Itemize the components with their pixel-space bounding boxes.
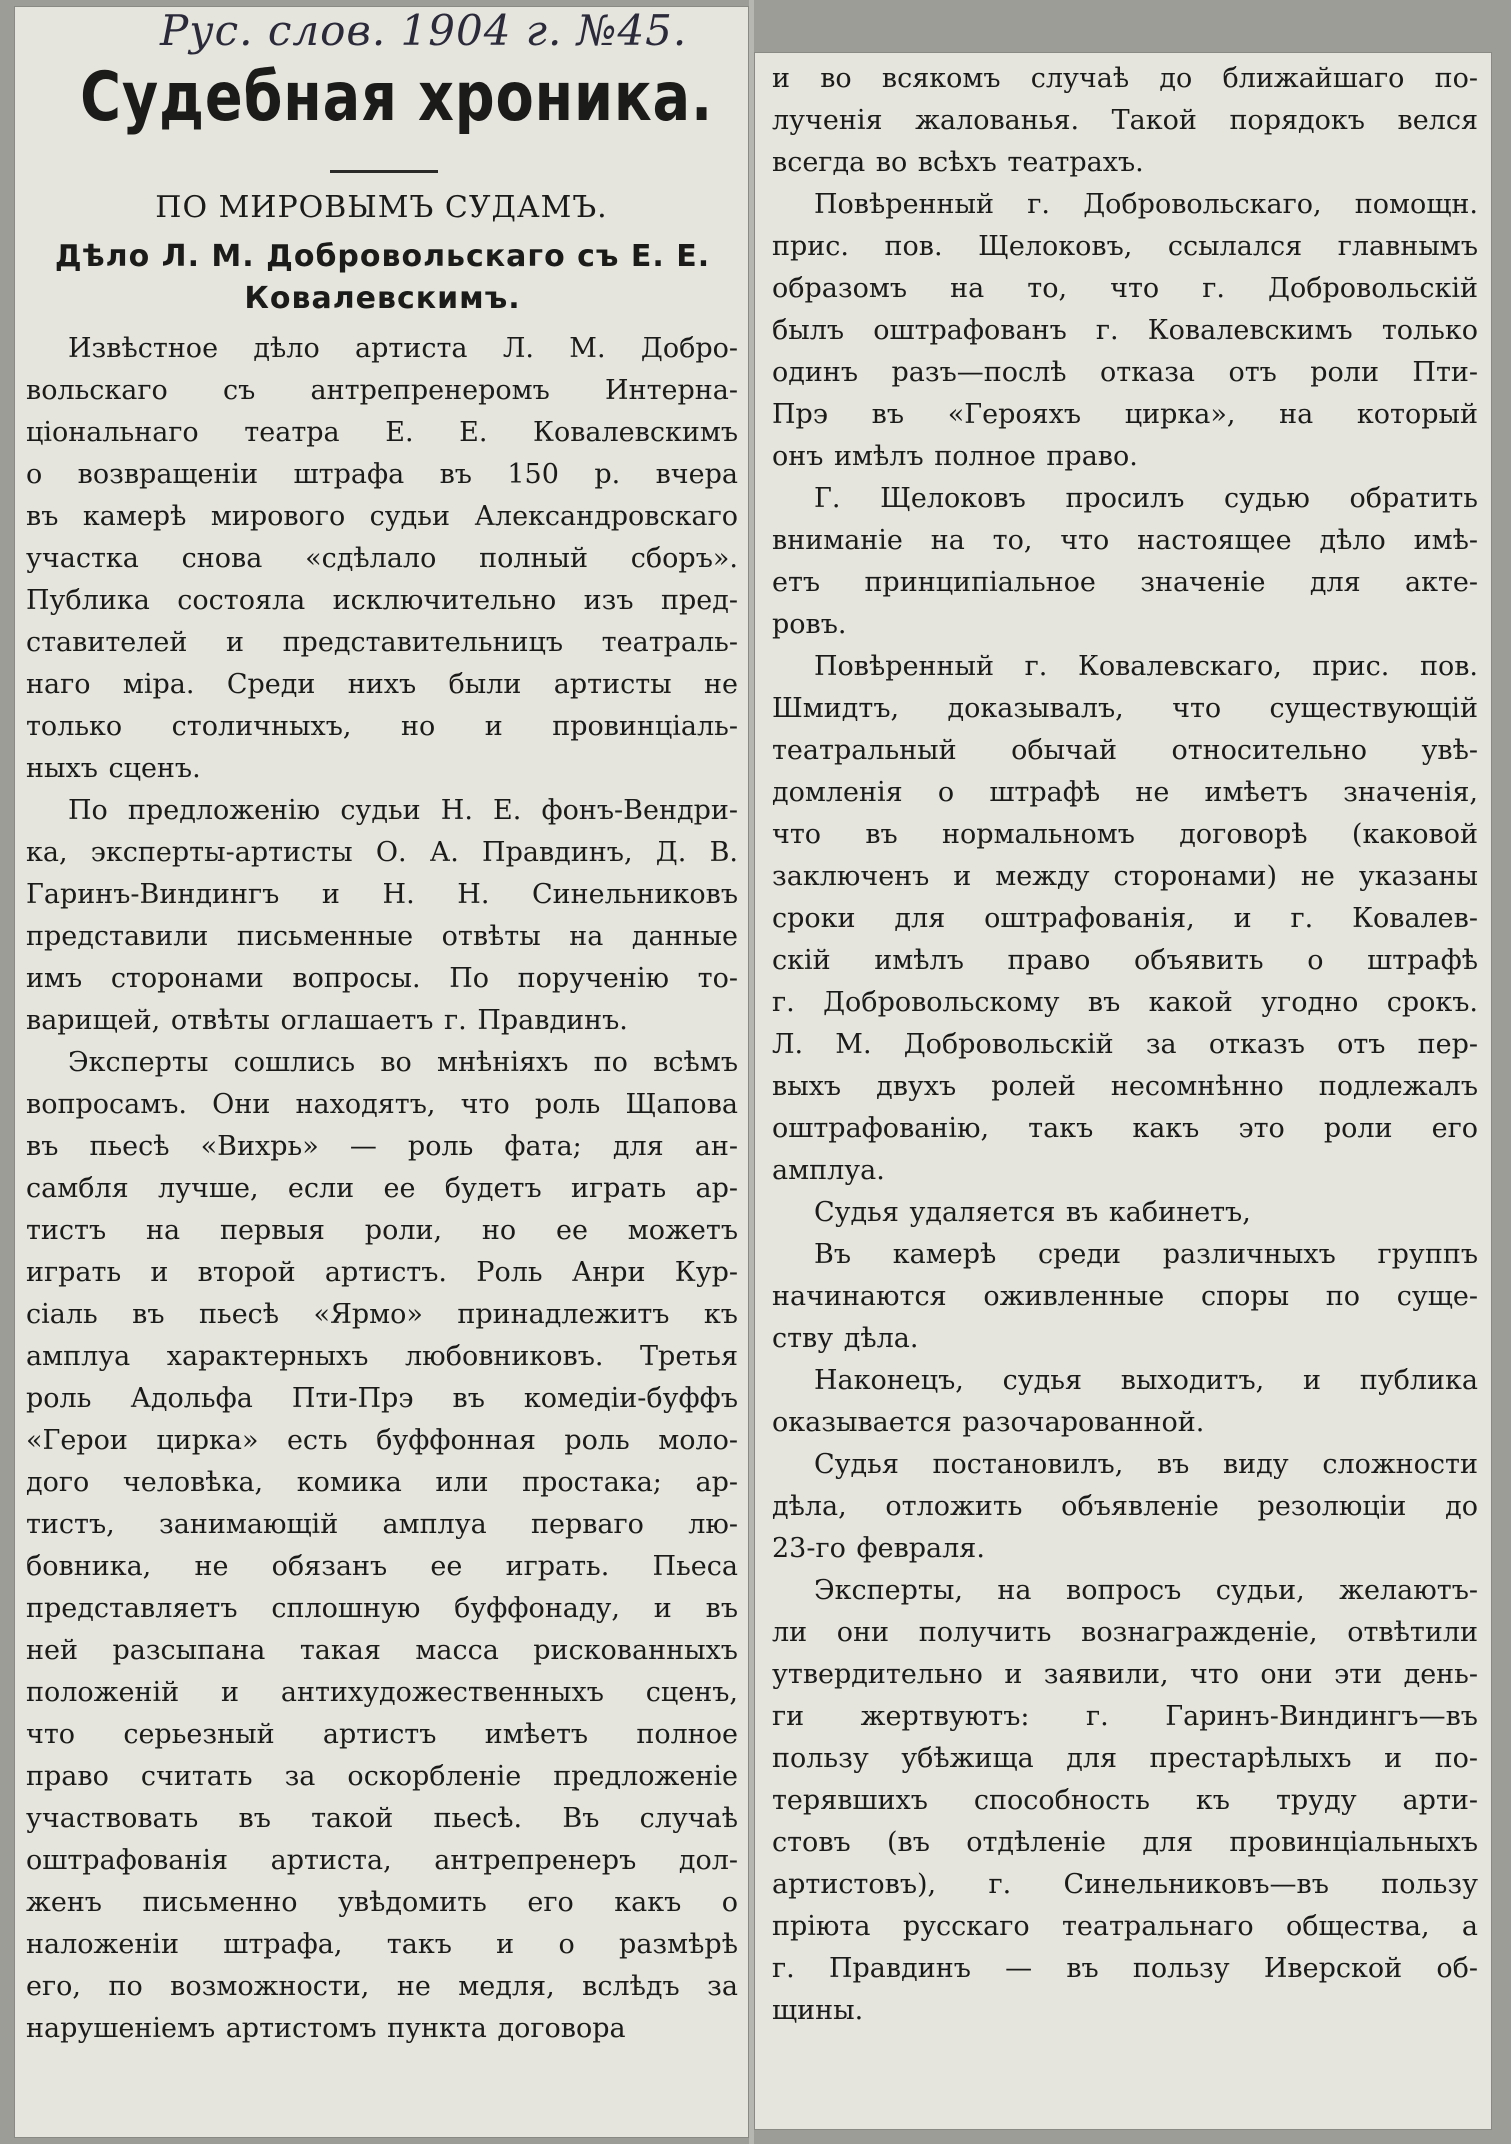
text-line: сроки для оштрафованія, и г. Ковалев-	[772, 903, 1478, 934]
text-line: Л. М. Добровольскій за отказъ отъ пер-	[772, 1029, 1478, 1060]
text-line: стовъ (въ отдѣленіе для провинціальныхъ	[772, 1827, 1478, 1858]
text-line: бовника, не обязанъ ее играть. Пьеса	[26, 1551, 738, 1582]
text-line: «Герои цирка» есть буффонная роль моло-	[26, 1425, 738, 1456]
text-line: онъ имѣлъ полное право.	[772, 441, 1138, 472]
article-paragraph	[772, 1444, 1478, 1570]
text-line: что серьезный артистъ имѣетъ полное	[26, 1719, 738, 1750]
article-paragraph	[772, 1360, 1478, 1444]
text-line: домленія о штрафѣ не имѣетъ значенія,	[772, 777, 1478, 808]
text-line: вольскаго съ антрепренеромъ Интерна-	[26, 375, 738, 406]
text-line: тистъ, занимающій амплуа перваго лю-	[26, 1509, 738, 1540]
text-line: выхъ двухъ ролей несомнѣнно подлежалъ	[772, 1071, 1478, 1102]
text-line: сіаль въ пьесѣ «Ярмо» принадлежитъ къ	[26, 1299, 738, 1330]
text-line: Гаринъ-Виндингъ и Н. Н. Синельниковъ	[26, 879, 738, 910]
text-line: нарушеніемъ артистомъ пункта договора	[26, 2013, 626, 2044]
text-line: варищей, отвѣты оглашаетъ г. Правдинъ.	[26, 1005, 628, 1036]
text-line: право считать за оскорбленіе предложеніе	[26, 1761, 738, 1792]
text-line: оштрафованія артиста, антрепренеръ дол-	[26, 1845, 738, 1876]
text-line: Эксперты сошлись во мнѣніяхъ по всѣмъ	[68, 1047, 738, 1078]
text-line: Эксперты, на вопросъ судьи, желаютъ-	[814, 1575, 1478, 1606]
text-line: представляетъ сплошную буффонаду, и въ	[26, 1593, 738, 1624]
text-line: щины.	[772, 1995, 864, 2026]
text-line: оказывается разочарованной.	[772, 1407, 1205, 1438]
article-paragraph	[772, 1570, 1478, 2032]
page-headline: Судебная хроника.	[80, 58, 713, 137]
text-line: театральный обычай относительно увѣ-	[772, 735, 1478, 766]
text-line: имъ сторонами вопросы. По порученію то-	[26, 963, 738, 994]
text-line: начинаются оживленные споры по суще-	[772, 1281, 1478, 1312]
text-line: утвердительно и заявили, что они эти день-	[772, 1659, 1478, 1690]
text-line: ка, эксперты-артисты О. А. Правдинъ, Д. В.	[26, 837, 738, 868]
text-line: амплуа.	[772, 1155, 885, 1186]
text-line: Судья постановилъ, въ виду сложности	[814, 1449, 1478, 1480]
text-line: пріюта русскаго театральнаго общества, а	[772, 1911, 1478, 1942]
text-line: представили письменные отвѣты на данные	[26, 921, 738, 952]
text-line: Извѣстное дѣло артиста Л. М. Добро-	[68, 333, 738, 364]
text-line: самбля лучше, если ее будетъ играть ар-	[26, 1173, 738, 1204]
text-line: былъ оштрафованъ г. Ковалевскимъ только	[772, 315, 1478, 346]
text-line: тистъ на первыя роли, но ее можетъ	[26, 1215, 738, 1246]
text-line: ли они получить вознагражденіе, отвѣтили	[772, 1617, 1478, 1648]
article-paragraph	[772, 646, 1478, 1192]
text-line: Въ камерѣ среди различныхъ группъ	[814, 1239, 1478, 1270]
text-line: участка снова «сдѣлало полный сборъ».	[26, 543, 738, 574]
text-line: Повѣренный г. Ковалевскаго, прис. пов.	[814, 651, 1478, 682]
text-line: играть и второй артистъ. Роль Анри Кур-	[26, 1257, 738, 1288]
headline-rule	[330, 170, 438, 173]
article-left-column	[26, 328, 738, 2050]
text-line: и во всякомъ случаѣ до ближайшаго по-	[772, 63, 1478, 94]
text-line: оштрафованію, такъ какъ это роли его	[772, 1113, 1478, 1144]
handwritten-note: Рус. слов. 1904 г. №45.	[160, 6, 688, 55]
text-line: г. Правдинъ — въ пользу Иверской об-	[772, 1953, 1478, 1984]
article-paragraph	[26, 790, 738, 1042]
text-line: ціональнаго театра Е. Е. Ковалевскимъ	[26, 417, 738, 448]
text-line: Публика состояла исключительно изъ пред-	[26, 585, 738, 616]
article-paragraph	[26, 328, 738, 790]
text-line: что въ нормальномъ договорѣ (каковой	[772, 819, 1478, 850]
text-line: дого человѣка, комика или простака; ар-	[26, 1467, 738, 1498]
text-line: наго міра. Среди нихъ были артисты не	[26, 669, 738, 700]
text-line: его, по возможности, не медля, вслѣдъ за	[26, 1971, 738, 2002]
text-line: скій имѣлъ право объявить о штрафѣ	[772, 945, 1478, 976]
text-line: дѣла, отложить объявленіе резолюціи до	[772, 1491, 1478, 1522]
text-line: ровъ.	[772, 609, 847, 640]
text-line: терявшихъ способность къ труду арти-	[772, 1785, 1478, 1816]
article-right-column	[772, 58, 1478, 2032]
text-line: пользу убѣжища для престарѣлыхъ и по-	[772, 1743, 1478, 1774]
article-paragraph	[772, 184, 1478, 478]
text-line: вопросамъ. Они находятъ, что роль Щапова	[26, 1089, 738, 1120]
text-line: только столичныхъ, но и провинціаль-	[26, 711, 738, 742]
text-line: Шмидтъ, доказывалъ, что существующій	[772, 693, 1478, 724]
text-line: всегда во всѣхъ театрахъ.	[772, 147, 1144, 178]
text-line: Наконецъ, судья выходитъ, и публика	[814, 1365, 1478, 1396]
article-paragraph	[26, 1042, 738, 2050]
text-line: 23-го февраля.	[772, 1533, 985, 1564]
text-line: лученія жалованья. Такой порядокъ велся	[772, 105, 1478, 136]
section-subhead: ПО МИРОВЫМЪ СУДАМЪ.	[155, 190, 608, 225]
text-line: Судья удаляется въ кабинетъ,	[814, 1197, 1251, 1228]
text-line: одинъ разъ—послѣ отказа отъ роли Пти-	[772, 357, 1478, 388]
text-line: артистовъ), г. Синельниковъ—въ пользу	[772, 1869, 1478, 1900]
case-title: Дѣло Л. М. Добровольскаго съ Е. Е. Ковалевскимъ.	[54, 239, 711, 316]
text-line: Г. Щелоковъ просилъ судью обратить	[814, 483, 1478, 514]
text-line: образомъ на то, что г. Добровольскій	[772, 273, 1478, 304]
text-line: ставителей и представительницъ театраль-	[26, 627, 738, 658]
text-line: г. Добровольскому въ какой угодно срокъ.	[772, 987, 1478, 1018]
text-line: ныхъ сценъ.	[26, 753, 201, 784]
article-paragraph	[772, 1192, 1478, 1234]
text-line: заключенъ и между сторонами) не указаны	[772, 861, 1478, 892]
text-line: Повѣренный г. Добровольскаго, помощн.	[814, 189, 1478, 220]
article-paragraph	[772, 478, 1478, 646]
text-line: етъ принципіальное значеніе для акте-	[772, 567, 1478, 598]
text-line: Прэ въ «Герояхъ цирка», на который	[772, 399, 1478, 430]
article-paragraph	[772, 1234, 1478, 1360]
article-paragraph	[772, 58, 1478, 184]
text-line: ству дѣла.	[772, 1323, 919, 1354]
text-line: участвовать въ такой пьесѣ. Въ случаѣ	[26, 1803, 738, 1834]
text-line: амплуа характерныхъ любовниковъ. Третья	[26, 1341, 738, 1372]
text-line: въ пьесѣ «Вихрь» — роль фата; для ан-	[26, 1131, 738, 1162]
text-line: ги жертвуютъ: г. Гаринъ-Виндингъ—въ	[772, 1701, 1478, 1732]
text-line: вниманіе на то, что настоящее дѣло имѣ-	[772, 525, 1478, 556]
text-line: прис. пов. Щелоковъ, ссылался главнымъ	[772, 231, 1478, 262]
text-line: въ камерѣ мирового судьи Александровскаго	[26, 501, 738, 532]
text-line: положеній и антихудожественныхъ сценъ,	[26, 1677, 738, 1708]
text-line: женъ письменно увѣдомить его какъ о	[26, 1887, 738, 1918]
text-line: По предложенію судьи Н. Е. фонъ-Вендри-	[68, 795, 738, 826]
text-line: ней разсыпана такая масса рискованныхъ	[26, 1635, 738, 1666]
text-line: роль Адольфа Пти-Прэ въ комедіи-буффъ	[26, 1383, 738, 1414]
text-line: наложеніи штрафа, такъ и о размѣрѣ	[26, 1929, 738, 1960]
text-line: о возвращеніи штрафа въ 150 р. вчера	[26, 459, 738, 490]
